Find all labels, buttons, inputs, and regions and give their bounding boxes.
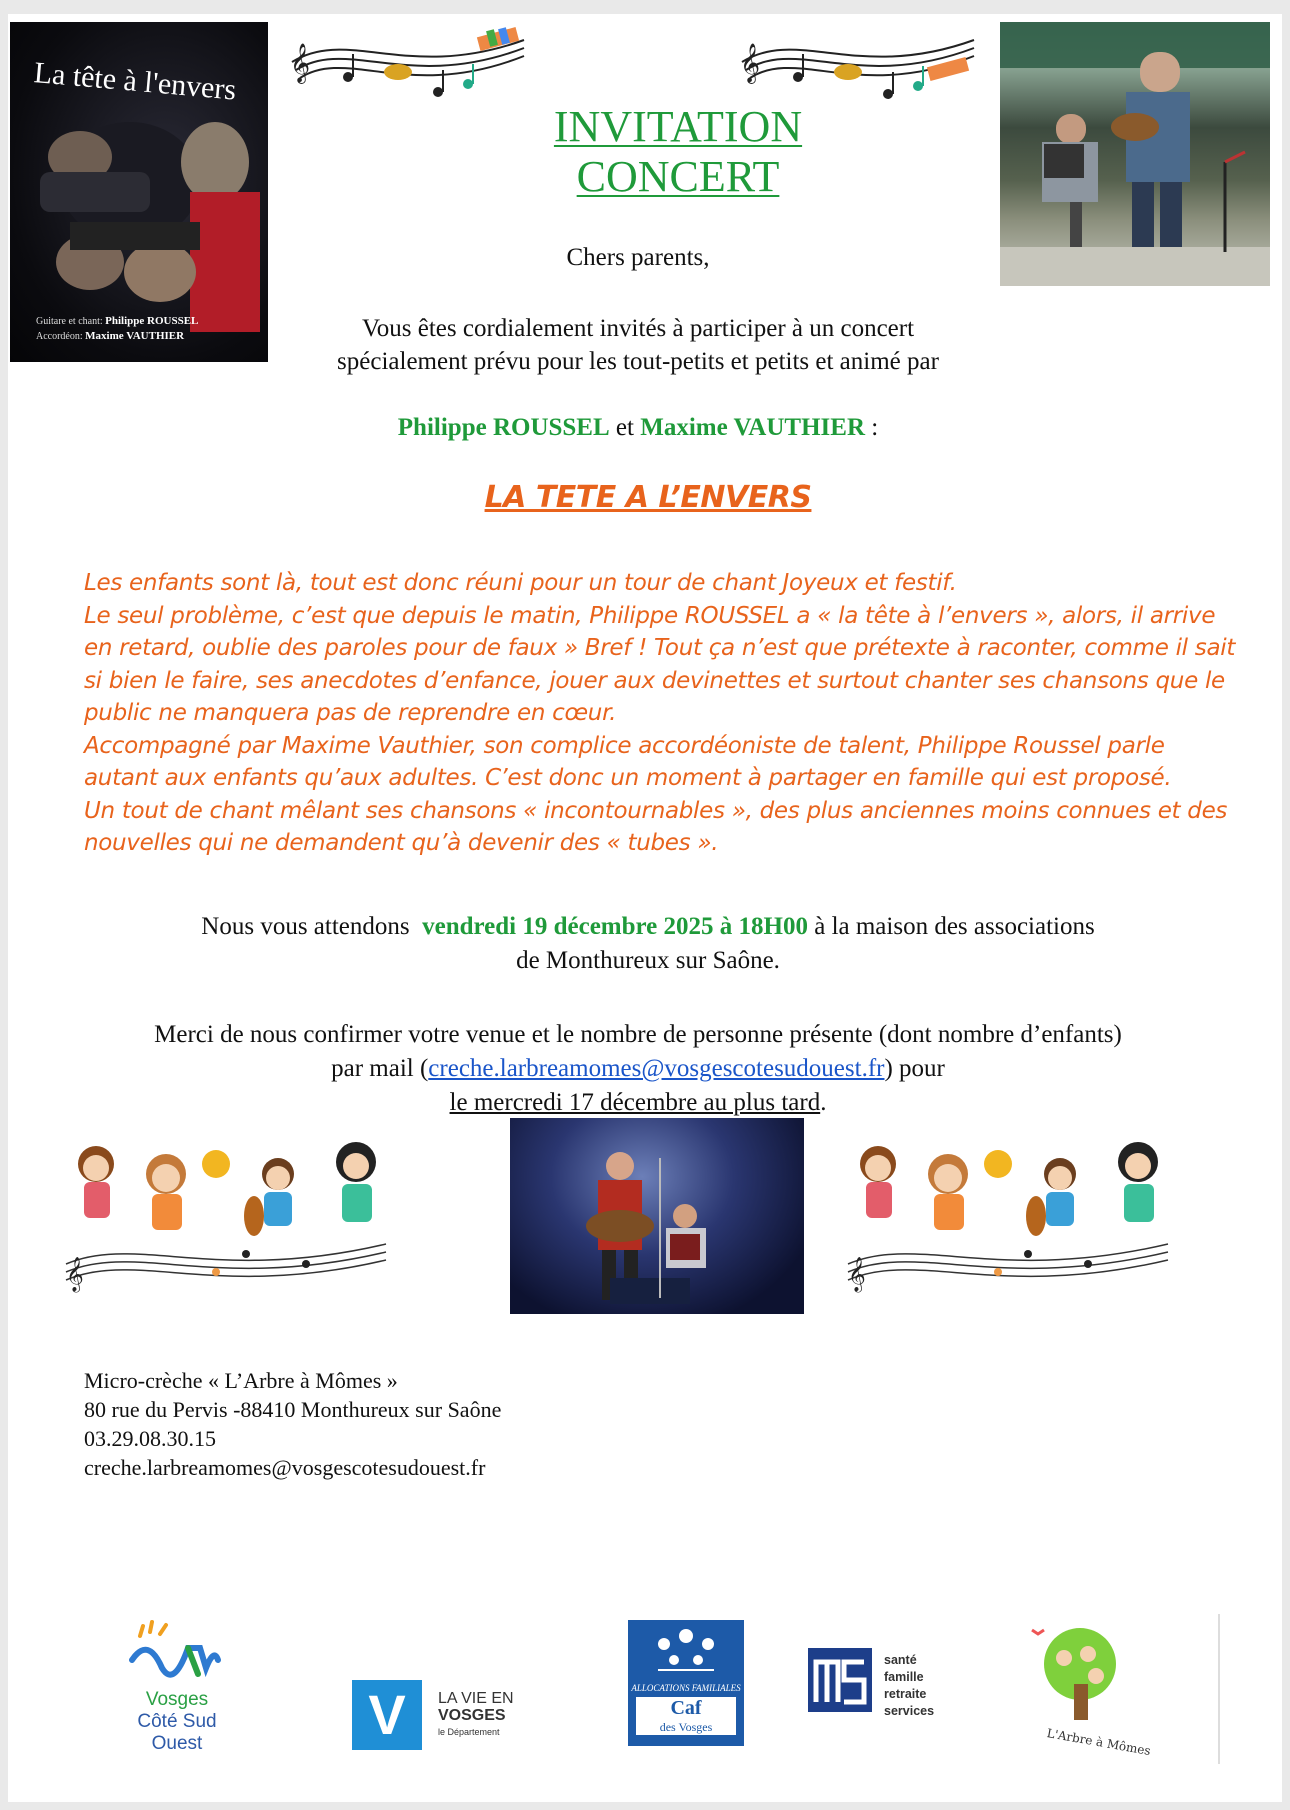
intro-line-1: Vous êtes cordialement invités à participer à un concert <box>361 315 915 342</box>
description-line: si bien le faire, ses anecdotes d’enfance, jouer aux devinettes et surtout chanter ses chansons que le <box>84 667 1225 694</box>
logo-vosges-cote-sud-ouest: Vosges Côté Sud Ouest <box>118 1618 236 1755</box>
logo-arbre-a-momes <box>1024 1624 1152 1759</box>
rsvp-line-1: Merci de nous confirmer votre venue et le nombre de personne présente (dont nombre d’enfants) <box>154 1021 1122 1048</box>
rsvp-email-link[interactable]: creche.larbreamomes@vosgescotesudouest.fr <box>428 1055 885 1082</box>
address-phone: 03.29.08.30.15 <box>84 1426 216 1451</box>
invitation-heading <box>488 102 868 202</box>
description-line: Accompagné par Maxime Vauthier, son complice accordéoniste de talent, Philippe Roussel parle <box>84 732 1165 759</box>
svg-text:𝄞: 𝄞 <box>290 43 311 83</box>
intro-text <box>188 312 1088 378</box>
address-street: 80 rue du Pervis -88410 Monthureux sur Saône <box>84 1397 502 1422</box>
description-line: Le seul problème, c’est que depuis le matin, Philippe ROUSSEL a « la tête à l’envers », alors, il arrive <box>84 602 1216 629</box>
kids-music-illustration-left <box>56 1134 396 1294</box>
description-line: nouvelles qui ne demandent qu’à devenir des « tubes ». <box>84 830 719 856</box>
artists-conjunction: et <box>615 414 634 441</box>
artists-suffix: : <box>871 414 879 441</box>
show-title: LA TETE A L’ENVERS <box>484 480 812 515</box>
msa-mark-icon <box>808 1648 872 1712</box>
heading-line-2: CONCERT <box>576 152 780 201</box>
rsvp-line-2: par mail (creche.larbreamomes@vosgescotesudouest.fr) pour <box>331 1055 945 1082</box>
event-line-1: Nous vous attendons vendredi 19 décembre 2025 à 18H00 à la maison des associations <box>201 913 1095 940</box>
description-line: Les enfants sont là, tout est donc réuni pour un tour de chant Joyeux et festif. <box>84 570 957 596</box>
description-line: en retard, oublie des paroles pour de faux » Bref ! Tout ça n’est que prétexte à raconter, comme il sait <box>84 635 1236 661</box>
logo-msa <box>808 1648 872 1717</box>
divider <box>1218 1614 1220 1764</box>
rsvp-line-3: le mercredi 17 décembre au plus tard. <box>449 1089 827 1116</box>
kids-music-illustration-right <box>838 1134 1178 1294</box>
intro-line-2: spécialement prévu pour les tout-petits et petits et animé par <box>337 348 939 375</box>
address-name: Micro-crèche « L’Arbre à Mômes » <box>84 1368 398 1393</box>
contact-address <box>84 1366 501 1482</box>
svg-text:𝄞: 𝄞 <box>66 1257 84 1292</box>
artist-2: Maxime VAUTHIER <box>640 414 865 441</box>
arbre-a-momes-tree-icon <box>1024 1624 1152 1759</box>
msa-text: santé famille retraite services <box>884 1653 935 1718</box>
artist-1: Philippe ROUSSEL <box>397 414 610 441</box>
vie-en-vosges-badge: V <box>352 1680 422 1750</box>
show-description <box>84 567 1264 860</box>
event-line-2: de Monthureux sur Saône. <box>516 947 780 974</box>
concert-poster-image <box>10 22 268 362</box>
logo-la-vie-en-vosges <box>352 1680 422 1750</box>
description-line: autant aux enfants qu’aux adultes. C’est donc un moment à partager en famille qui est proposé. <box>84 765 1172 791</box>
musical-notes-decoration-right <box>738 22 978 114</box>
poster-credits: Guitare et chant: Philippe ROUSSEL Accordéon: Maxime VAUTHIER <box>36 315 199 342</box>
heading-line-1: INVITATION <box>553 102 803 151</box>
rsvp-deadline: le mercredi 17 décembre au plus tard <box>449 1089 821 1116</box>
svg-text:𝄞: 𝄞 <box>740 43 761 83</box>
musical-notes-decoration-left <box>288 22 528 114</box>
address-email[interactable]: creche.larbreamomes@vosgescotesudouest.fr <box>84 1455 486 1480</box>
logo-caf-des-vosges: ALLOCATIONS FAMILIALES Caf des Vosges <box>628 1620 744 1746</box>
caf-family-icon <box>628 1620 744 1678</box>
description-line: public ne manquera pas de reprendre en cœur. <box>84 700 617 726</box>
greeting: Chers parents, <box>566 244 710 271</box>
vcso-wave-icon <box>118 1618 236 1684</box>
description-line: Un tout de chant mêlant ses chansons « incontournables », des plus anciennes moins connues et des <box>84 797 1228 824</box>
invitation-page <box>8 14 1282 1802</box>
arbre-logo-text: L'Arbre à Mômes <box>1045 1726 1152 1759</box>
artists-line <box>188 414 1088 442</box>
svg-text:𝄞: 𝄞 <box>848 1257 866 1292</box>
event-date: vendredi 19 décembre 2025 à 18H00 <box>422 913 808 940</box>
rsvp-block <box>68 1018 1208 1120</box>
poster-title: La tête à l'envers <box>32 56 238 107</box>
concert-stage-photo <box>510 1118 804 1314</box>
event-details <box>128 910 1168 978</box>
vie-en-vosges-text: LA VIE EN VOSGES le Département <box>438 1690 514 1737</box>
